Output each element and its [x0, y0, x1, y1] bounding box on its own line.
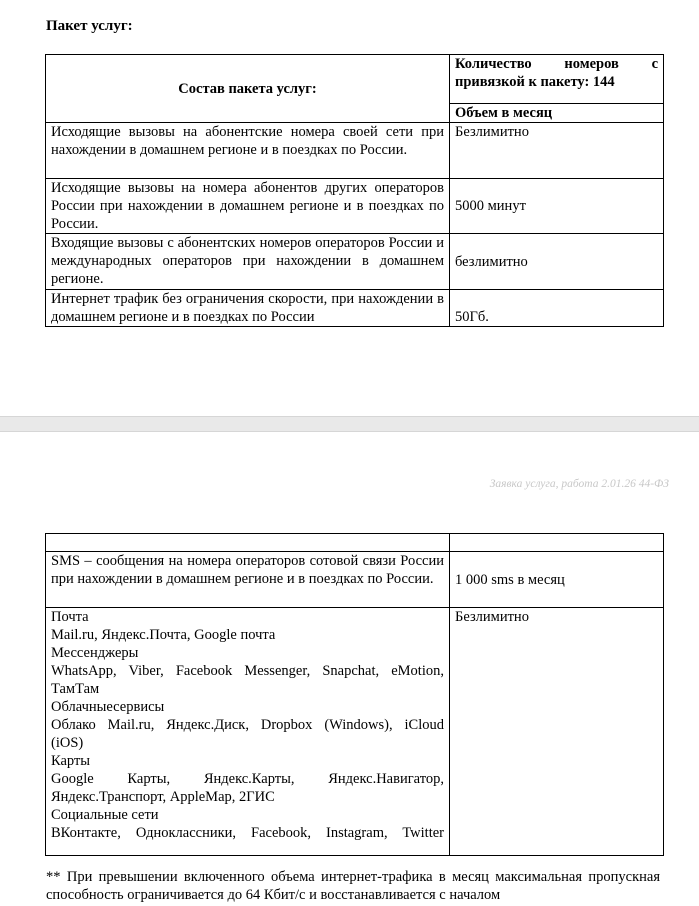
- empty-cell: [450, 534, 664, 552]
- table-row: [46, 552, 664, 608]
- document-page-1: [0, 0, 699, 416]
- table-row: [46, 123, 664, 179]
- volume-cell: Безлимитно: [450, 608, 664, 856]
- volume-cell: Безлимитно: [450, 123, 664, 179]
- table-row: [46, 290, 664, 327]
- table-row: [46, 608, 664, 856]
- service-cell: Интернет трафик без ограничения скорости, при нахождении в домашнем регионе и в поездках по России: [46, 290, 450, 327]
- volume-cell: 1 000 sms в месяц: [450, 552, 664, 608]
- service-cell: Исходящие вызовы на абонентские номера своей сети при нахождении в домашнем регионе и в поездках по России.: [46, 123, 450, 179]
- volume-cell: безлимитно: [450, 234, 664, 290]
- services-table: [45, 54, 664, 327]
- package-heading: Пакет услуг:: [46, 18, 133, 34]
- apps-list-cell: Почта Mail.ru, Яндекс.Почта, Google почта Мессенджеры WhatsApp, Viber, Facebook Messenger, Snapchat, eMotion, ТамТам Облачныесервисы Облако Mail.ru, Яндекс.Диск, Dropbox (Windows), iCloud (iOS) Карты Google Карты, Яндекс.Карты, Яндекс.Навигатор, Яндекс.Транспорт, AppleMap, 2ГИС Социальные сети ВКонтакте, Одноклассники, Facebook, Instagram, Twitter: [46, 608, 450, 856]
- volume-cell: 5000 минут: [450, 179, 664, 234]
- service-cell: Входящие вызовы с абонентских номеров операторов России и международных операторов при нахождении в домашнем регионе.: [46, 234, 450, 290]
- service-cell: SMS – сообщения на номера операторов сотовой связи России при нахождении в домашнем регионе и в поездках по России.: [46, 552, 450, 608]
- document-page-2: [0, 432, 699, 906]
- table-row: [46, 179, 664, 234]
- services-table-continued: [45, 533, 664, 856]
- table-row: [46, 234, 664, 290]
- header-monthly-volume: Объем в месяц: [450, 104, 664, 123]
- page-header-note: Заявка услуга, работа 2.01.26 44-ФЗ: [489, 478, 669, 490]
- header-numbers-count: Количество номеров с привязкой к пакету: 144: [450, 55, 664, 104]
- empty-cell: [46, 534, 450, 552]
- footnote: ** При превышении включенного объема интернет-трафика в месяц максимальная пропускная способность ограничивается до 64 Кбит/с и восстанавливается с началом: [46, 869, 660, 903]
- volume-cell: 50Гб.: [450, 290, 664, 327]
- service-cell: Исходящие вызовы на номера абонентов других операторов России при нахождении в домашнем регионе и в поездках по России.: [46, 179, 450, 234]
- page-break: [0, 416, 699, 432]
- header-composition: Состав пакета услуг:: [46, 55, 450, 123]
